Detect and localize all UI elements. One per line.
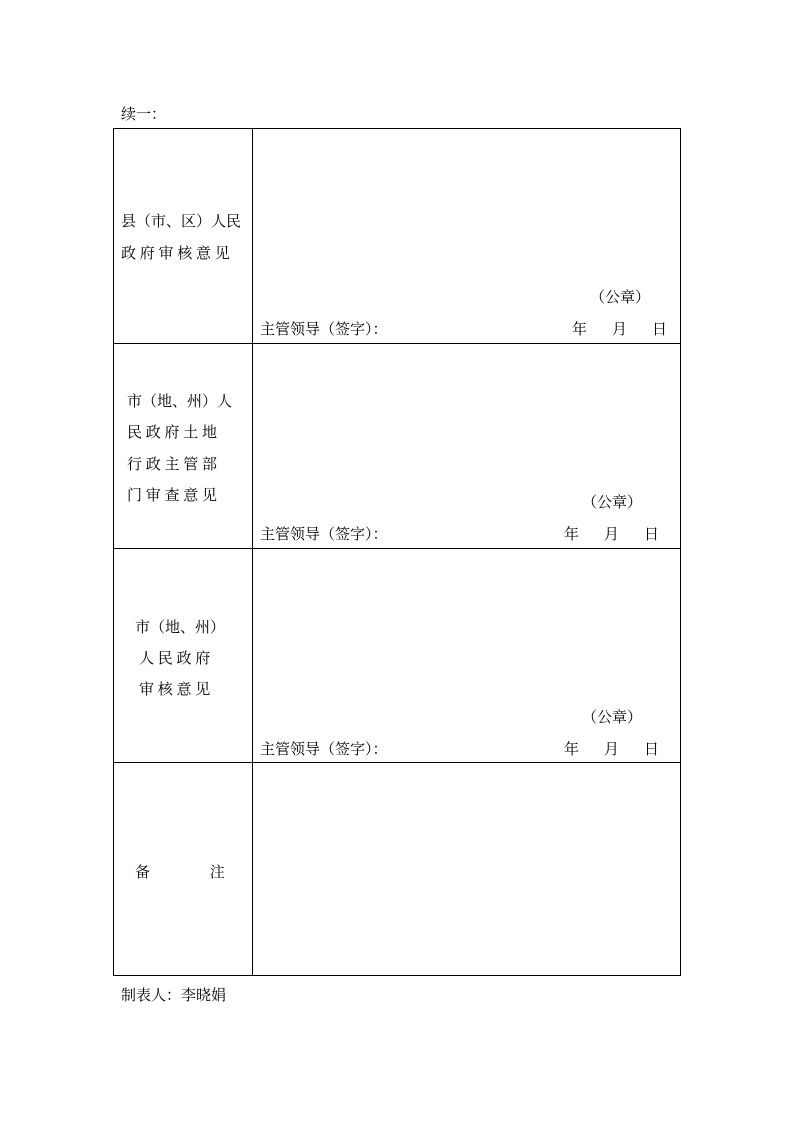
row-2-seal: （公章） (582, 495, 643, 511)
row-1-date-day: 日 (652, 322, 668, 338)
row-2-label-line-2: 民 政 府 土 地 (127, 425, 218, 441)
row-divider-3 (113, 762, 681, 763)
continuation-label: 续一： (121, 107, 167, 123)
row-2-signature-label: 主管领导（签字）： (260, 527, 388, 543)
row-3-label-line-3: 审 核 意 见 (139, 682, 211, 698)
row-3-date-day: 日 (644, 742, 660, 758)
row-3-seal: （公章） (582, 710, 643, 726)
row-3-date-month: 月 (604, 742, 620, 758)
row-3-label-line-1: 市（地、州） (135, 620, 226, 636)
row-2-label-line-3: 行 政 主 管 部 (127, 457, 218, 473)
row-2-date-day: 日 (644, 527, 660, 543)
row-1-label-line-2: 政 府 审 核 意 见 (121, 246, 230, 262)
row-2-date-year: 年 (564, 527, 580, 543)
row-4-label-remarks: 备 注 (135, 865, 225, 881)
row-1-label-line-1: 县（市、区）人民 (121, 214, 242, 230)
preparer-line: 制表人：李晓娟 (121, 988, 227, 1004)
row-1-seal: （公章） (590, 290, 651, 306)
row-3-label-line-2: 人 民 政 府 (139, 651, 211, 667)
row-1-date-year: 年 (572, 322, 588, 338)
row-divider-1 (113, 343, 681, 344)
row-2-label-line-1: 市（地、州）人 (127, 394, 233, 410)
row-3-signature-label: 主管领导（签字）： (260, 742, 388, 758)
row-3-date-year: 年 (564, 742, 580, 758)
row-1-date-month: 月 (612, 322, 628, 338)
row-divider-2 (113, 548, 681, 549)
row-2-label-line-4: 门 审 查 意 见 (127, 488, 218, 504)
row-1-signature-label: 主管领导（签字）： (260, 322, 388, 338)
column-divider (252, 128, 253, 976)
row-2-date-month: 月 (604, 527, 620, 543)
